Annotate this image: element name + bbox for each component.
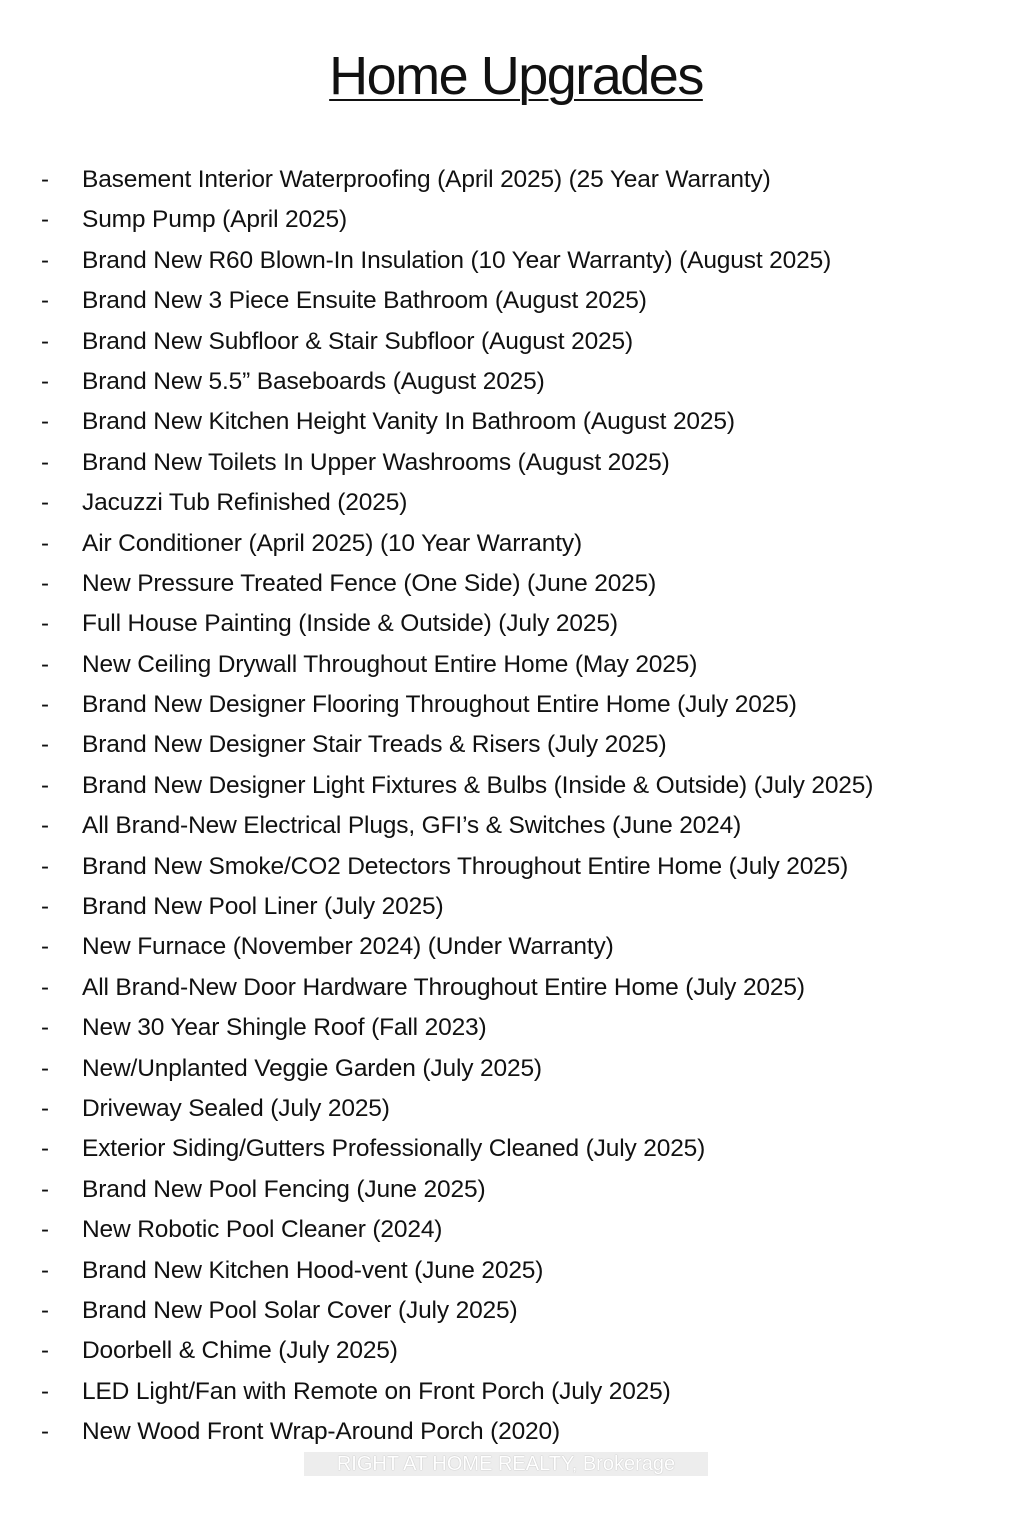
list-item-text: New 30 Year Shingle Roof (Fall 2023) (82, 1014, 487, 1042)
list-bullet-dash: - (41, 731, 49, 759)
list-bullet-dash: - (41, 1337, 49, 1365)
list-bullet-dash: - (41, 1256, 49, 1284)
list-bullet-dash: - (41, 691, 49, 719)
list-bullet-dash: - (41, 1054, 49, 1082)
list-item (0, 281, 1010, 321)
list-item-text: Full House Painting (Inside & Outside) (July 2025) (82, 610, 618, 638)
page-title: Home Upgrades (329, 46, 703, 106)
list-item (0, 725, 1010, 765)
list-item-text: Brand New 3 Piece Ensuite Bathroom (August 2025) (82, 287, 647, 315)
list-bullet-dash: - (41, 367, 49, 395)
list-item-text: Brand New Subfloor & Stair Subfloor (August 2025) (82, 327, 634, 355)
list-item-text: New Wood Front Wrap-Around Porch (2020) (82, 1418, 561, 1446)
list-item (0, 847, 1010, 887)
list-item (0, 200, 1010, 240)
list-item (0, 968, 1010, 1008)
list-bullet-dash: - (41, 448, 49, 476)
list-item-text: Brand New Smoke/CO2 Detectors Throughout Entire Home (July 2025) (82, 852, 849, 880)
list-item-text: Exterior Siding/Gutters Professionally Cleaned (July 2025) (82, 1135, 706, 1163)
list-item-text: Doorbell & Chime (July 2025) (82, 1337, 398, 1365)
list-item (0, 685, 1010, 725)
list-item (0, 1008, 1010, 1048)
list-item (0, 362, 1010, 402)
list-item (0, 604, 1010, 644)
list-bullet-dash: - (41, 812, 49, 840)
list-item-text: Basement Interior Waterproofing (April 2025) (25 Year Warranty) (82, 166, 771, 193)
list-item-text: Brand New Designer Stair Treads & Risers (July 2025) (82, 731, 667, 759)
list-item-text: All Brand-New Door Hardware Throughout Entire Home (July 2025) (82, 973, 805, 1001)
list-item (0, 322, 1010, 362)
list-bullet-dash: - (41, 1175, 49, 1203)
list-bullet-dash: - (41, 246, 49, 274)
list-bullet-dash: - (41, 408, 49, 436)
list-item-text: Brand New Designer Flooring Throughout Entire Home (July 2025) (82, 691, 797, 719)
list-item-text: Air Conditioner (April 2025) (10 Year Warranty) (82, 529, 582, 557)
list-item-text: New Robotic Pool Cleaner (2024) (82, 1216, 443, 1244)
list-item (0, 806, 1010, 846)
list-bullet-dash: - (41, 650, 49, 678)
list-bullet-dash: - (41, 852, 49, 880)
list-item (0, 1331, 1010, 1371)
list-bullet-dash: - (41, 1135, 49, 1163)
list-bullet-dash: - (41, 1418, 49, 1446)
upgrade-list (0, 160, 1010, 1453)
list-item-text: New Furnace (November 2024) (Under Warranty) (82, 933, 614, 961)
list-item (0, 443, 1010, 483)
list-bullet-dash: - (41, 166, 49, 193)
list-item (0, 1251, 1010, 1291)
list-item-text: New Pressure Treated Fence (One Side) (June 2025) (82, 569, 657, 597)
list-item-text: Driveway Sealed (July 2025) (82, 1094, 390, 1122)
list-item-text: Brand New Toilets In Upper Washrooms (August 2025) (82, 448, 670, 476)
list-bullet-dash: - (41, 287, 49, 315)
list-bullet-dash: - (41, 610, 49, 638)
list-bullet-dash: - (41, 489, 49, 517)
list-item-text: Jacuzzi Tub Refinished (2025) (82, 489, 408, 517)
list-bullet-dash: - (41, 771, 49, 799)
list-item (0, 241, 1010, 281)
list-item (0, 402, 1010, 442)
list-item (0, 1291, 1010, 1331)
list-item (0, 483, 1010, 523)
list-item (0, 1372, 1010, 1412)
list-bullet-dash: - (41, 973, 49, 1001)
list-bullet-dash: - (41, 529, 49, 557)
list-bullet-dash: - (41, 1014, 49, 1042)
list-item (0, 1089, 1010, 1129)
list-item-text: Brand New R60 Blown-In Insulation (10 Year Warranty) (August 2025) (82, 246, 832, 274)
list-item (0, 1412, 1010, 1452)
list-item-text: Brand New Designer Light Fixtures & Bulbs (Inside & Outside) (July 2025) (82, 771, 874, 799)
list-bullet-dash: - (41, 569, 49, 597)
list-item-text: LED Light/Fan with Remote on Front Porch (July 2025) (82, 1377, 671, 1405)
list-item-text: New/Unplanted Veggie Garden (July 2025) (82, 1054, 542, 1082)
list-item (0, 524, 1010, 564)
list-item-text: Brand New Kitchen Hood-vent (June 2025) (82, 1256, 544, 1284)
brokerage-watermark: RIGHT AT HOME REALTY, Brokerage (304, 1452, 708, 1476)
list-item (0, 1170, 1010, 1210)
list-bullet-dash: - (41, 1296, 49, 1324)
list-bullet-dash: - (41, 327, 49, 355)
list-item (0, 766, 1010, 806)
list-item-text: Brand New Pool Solar Cover (July 2025) (82, 1296, 518, 1324)
list-item (0, 1129, 1010, 1169)
list-item (0, 927, 1010, 967)
list-bullet-dash: - (41, 206, 49, 234)
list-item-text: All Brand-New Electrical Plugs, GFI’s & Switches (June 2024) (82, 812, 742, 840)
list-item-text: Brand New Pool Liner (July 2025) (82, 893, 444, 921)
list-item (0, 564, 1010, 604)
list-item-text: Brand New Kitchen Height Vanity In Bathroom (August 2025) (82, 408, 735, 436)
list-bullet-dash: - (41, 893, 49, 921)
list-item (0, 645, 1010, 685)
list-item (0, 887, 1010, 927)
list-item-text: Sump Pump (April 2025) (82, 206, 347, 234)
list-item-text: Brand New 5.5” Baseboards (August 2025) (82, 367, 545, 395)
list-item (0, 1210, 1010, 1250)
list-item-text: New Ceiling Drywall Throughout Entire Home (May 2025) (82, 650, 698, 678)
list-bullet-dash: - (41, 1216, 49, 1244)
list-item (0, 1049, 1010, 1089)
list-bullet-dash: - (41, 1094, 49, 1122)
list-bullet-dash: - (41, 1377, 49, 1405)
list-item (0, 160, 1010, 200)
list-bullet-dash: - (41, 933, 49, 961)
list-item-text: Brand New Pool Fencing (June 2025) (82, 1175, 486, 1203)
